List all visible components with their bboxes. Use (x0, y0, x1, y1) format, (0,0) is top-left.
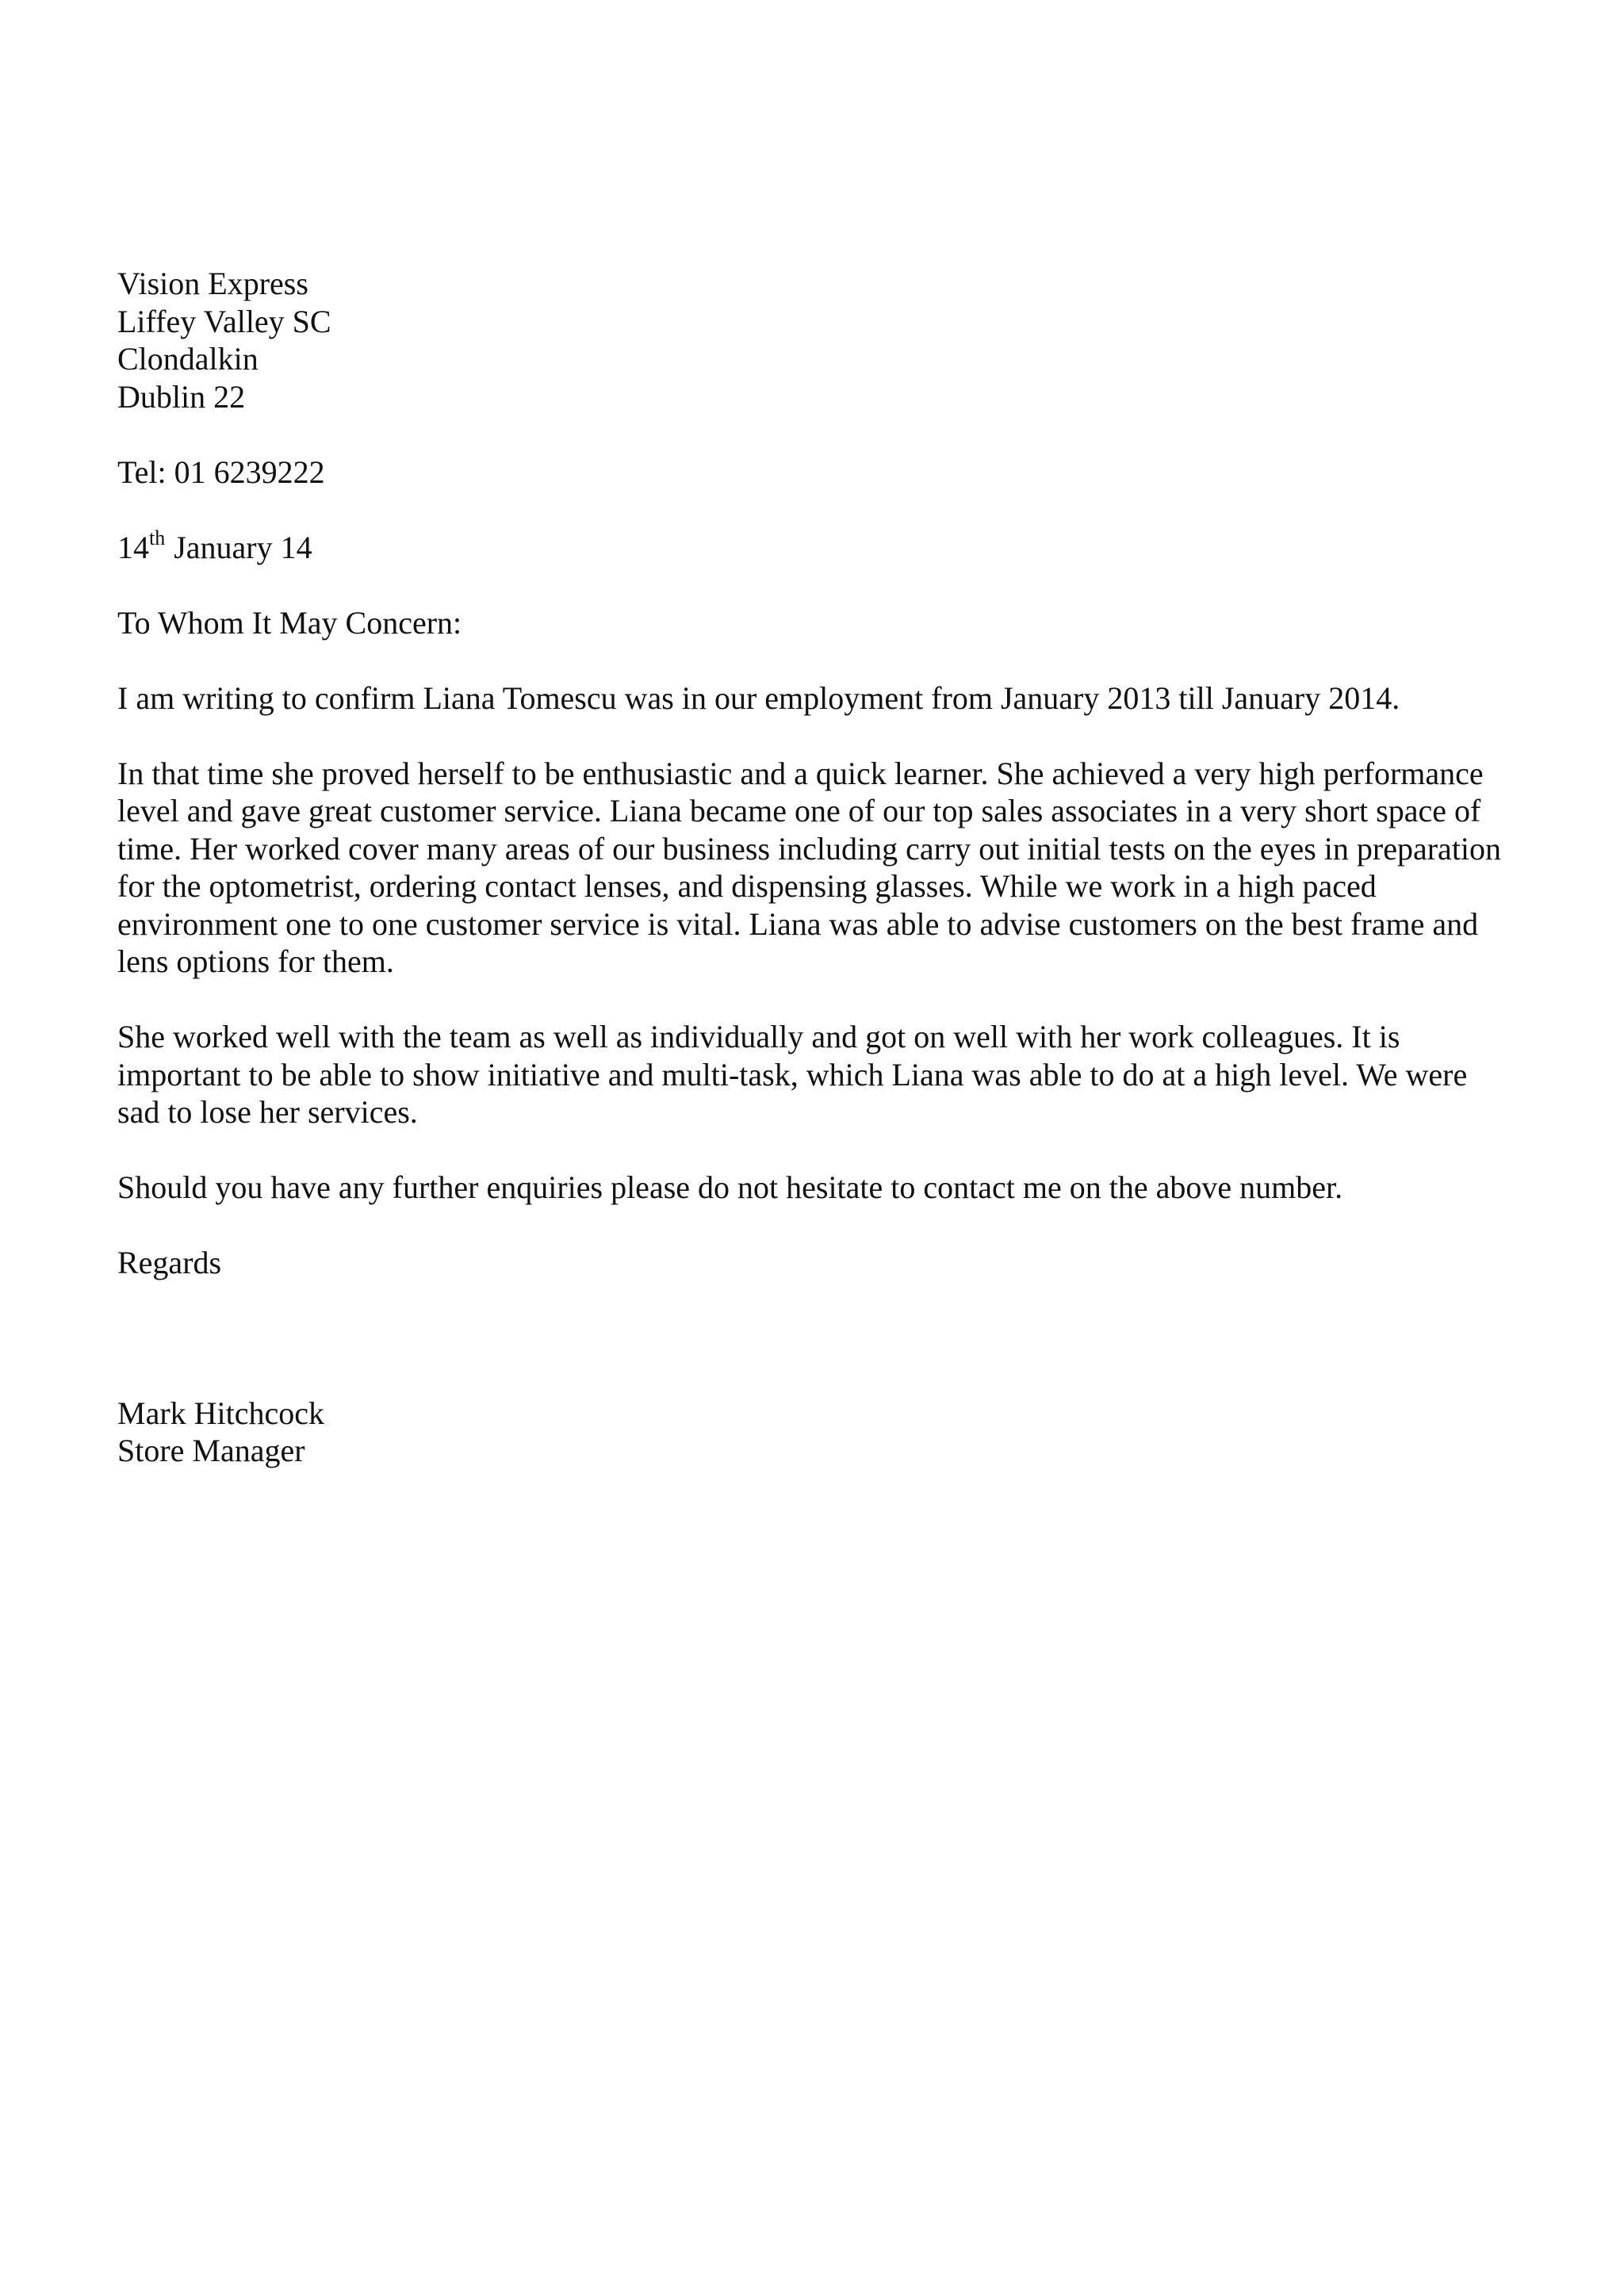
signature-space (117, 1282, 1568, 1395)
spacer (117, 1131, 1568, 1169)
paragraph-line: level and gave great customer service. Liana became one of our top sales associates in a very short space of (117, 793, 1481, 828)
signatory-title: Store Manager (117, 1433, 305, 1468)
paragraph-line: for the optometrist, ordering contact lenses, and dispensing glasses. While we work in a high paced (117, 868, 1377, 904)
phone-number: Tel: 01 6239222 (117, 453, 325, 490)
paragraph-confirmation (117, 679, 1568, 718)
address-line-3: Dublin 22 (117, 378, 246, 415)
paragraph-line: lens options for them. (117, 943, 394, 979)
spacer (117, 566, 1568, 604)
paragraph-line: environment one to one customer service is vital. Liana was able to advise customers on the best frame and (117, 905, 1479, 942)
date-rest: January 14 (166, 529, 312, 565)
signatory-name: Mark Hitchcock (117, 1395, 325, 1431)
paragraph-teamwork (117, 1018, 1568, 1131)
paragraph-line: important to be able to show initiative and multi-task, which Liana was able to do at a high level. We were (117, 1056, 1468, 1093)
paragraph-line: I am writing to confirm Liana Tomescu was in our employment from January 2013 till January 2014. (117, 679, 1400, 716)
spacer (117, 491, 1568, 529)
salutation: To Whom It May Concern: (117, 604, 462, 641)
spacer (117, 981, 1568, 1019)
date-ordinal-suffix: th (149, 526, 166, 550)
paragraph-line: She worked well with the team as well as individually and got on well with her work colleagues. It is (117, 1019, 1400, 1054)
signatory-block (117, 1395, 1568, 1470)
letter-body (117, 265, 1568, 1470)
paragraph-line: time. Her worked cover many areas of our business including carry out initial tests on the eyes in preparation (117, 830, 1502, 867)
address-line-1: Liffey Valley SC (117, 303, 331, 339)
paragraph-line: Should you have any further enquiries please do not hesitate to contact me on the above number. (117, 1169, 1343, 1205)
paragraph-performance (117, 755, 1568, 981)
spacer (117, 641, 1568, 679)
paragraph-line: sad to lose her services. (117, 1094, 418, 1130)
address-line-2: Clondalkin (117, 341, 259, 377)
sender-address (117, 265, 1568, 415)
spacer (117, 415, 1568, 453)
date-day: 14 (117, 529, 149, 565)
spacer (117, 717, 1568, 755)
paragraph-line: In that time she proved herself to be enthusiastic and a quick learner. She achieved a very high performance (117, 755, 1484, 791)
company-name: Vision Express (117, 266, 308, 301)
paragraph-enquiries (117, 1169, 1568, 1207)
spacer (117, 1207, 1568, 1245)
letter-date (117, 526, 1568, 567)
closing: Regards (117, 1245, 222, 1280)
